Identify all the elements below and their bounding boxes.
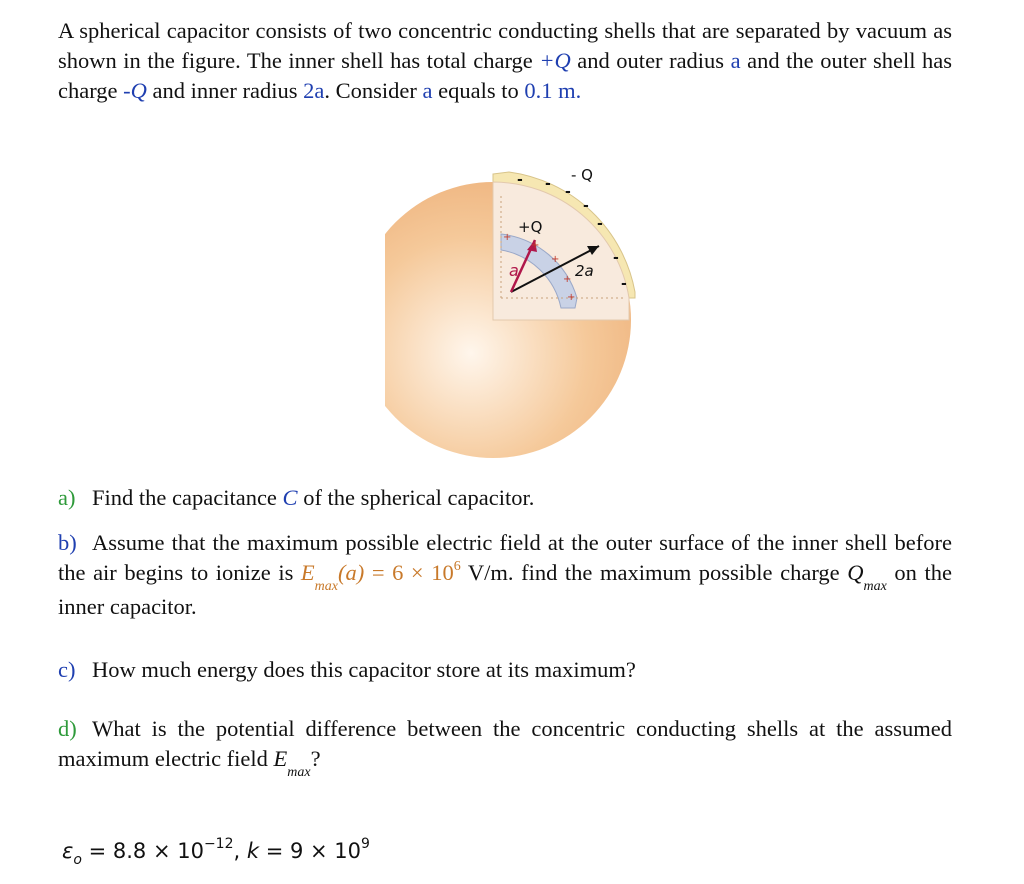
svg-text:+: + (563, 274, 572, 285)
intro-text-1: A spherical capacitor consists of two concentric conducting shells that are separated by vacuum as shown in the figure. The inner shell has total charge (58, 18, 952, 73)
svg-text:-: - (583, 198, 589, 214)
question-d-text-1: What is the potential difference between the concentric conducting shells at the assumed maximum electric field (58, 716, 952, 771)
question-c-text: How much energy does this capacitor store at its maximum? (92, 657, 636, 682)
emax-subscript: max (314, 579, 338, 594)
question-c-label: c) (58, 657, 76, 682)
emax-argument: (a) (338, 560, 365, 585)
intro-text-4: and inner radius (146, 78, 304, 103)
epsilon-exponent: −12 (203, 836, 234, 852)
question-b (58, 528, 952, 622)
constants-separator: , (233, 839, 247, 863)
inner-charge-label: +Q (518, 218, 543, 236)
question-a-text-2: of the spherical capacitor. (297, 485, 535, 510)
epsilon-value: = 8.8 × 10 (81, 839, 204, 863)
radius-2a-term: 2a (303, 78, 325, 103)
intro-text-2: and outer radius (570, 48, 731, 73)
negative-charge-term: -Q (123, 78, 147, 103)
positive-charge-term: +Q (539, 48, 571, 73)
outer-charge-label: - Q (571, 166, 593, 184)
intro-text-3: and the outer shell has charge (58, 48, 952, 103)
intro-text-5: . Consider (324, 78, 423, 103)
svg-text:-: - (597, 216, 603, 232)
emax-subscript-d: max (287, 765, 311, 780)
capacitor-diagram (385, 158, 645, 458)
intro-paragraph (58, 16, 952, 106)
question-d-text-2: ? (310, 746, 321, 771)
radius-a-term-2: a (422, 78, 433, 103)
svg-text:-: - (613, 250, 619, 266)
svg-text:-: - (565, 184, 571, 200)
outer-radius-label: 2a (575, 262, 594, 280)
inner-radius-label: a (509, 261, 519, 280)
capacitance-symbol: C (282, 485, 298, 510)
epsilon-symbol: ε (62, 839, 74, 863)
svg-text:-: - (545, 176, 551, 192)
emax-symbol-d: E (273, 746, 288, 771)
emax-value: = 6 × 10 (364, 560, 454, 585)
emax-symbol: E (300, 560, 315, 585)
epsilon-subscript: o (73, 852, 82, 868)
question-b-text-1: Assume that the maximum possible electric field at the outer surface of the inner shell before the air begins to ionize is (58, 530, 952, 585)
k-exponent: 9 (361, 836, 370, 852)
radius-value: 0.1 m. (524, 78, 582, 103)
svg-text:-: - (517, 172, 523, 188)
svg-text:-: - (621, 276, 627, 292)
qmax-subscript: max (863, 579, 887, 594)
constants-line (62, 836, 370, 869)
question-b-text-3: on the inner capacitor. (58, 560, 952, 619)
k-symbol: k (246, 839, 260, 863)
k-value: = 9 × 10 (259, 839, 362, 863)
svg-text:+: + (503, 232, 512, 243)
question-a-label: a) (58, 485, 76, 510)
question-d (58, 714, 952, 778)
svg-text:+: + (567, 292, 576, 303)
spherical-capacitor-figure (385, 158, 645, 458)
question-d-label: d) (58, 716, 77, 741)
qmax-symbol: Q (847, 560, 864, 585)
question-a (58, 483, 952, 513)
radius-a-term: a (730, 48, 741, 73)
question-c (58, 655, 952, 685)
question-b-text-2: V/m. find the maximum possible charge (460, 560, 848, 585)
question-a-text-1: Find the capacitance (92, 485, 283, 510)
question-b-label: b) (58, 530, 77, 555)
svg-text:+: + (551, 254, 560, 265)
emax-exponent: 6 (453, 559, 461, 574)
intro-text-6: equals to (432, 78, 525, 103)
svg-text:+: + (531, 240, 540, 251)
